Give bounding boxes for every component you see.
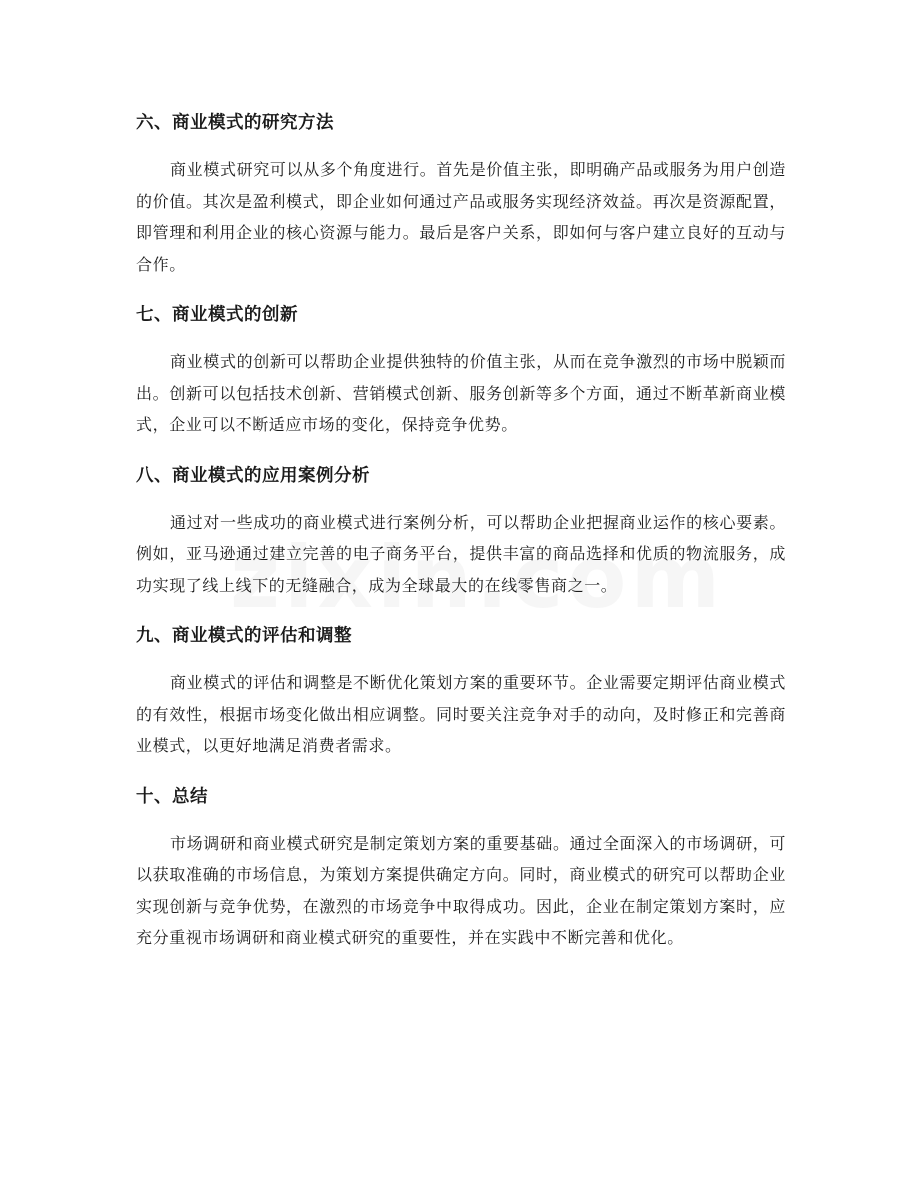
- section-paragraph: 通过对一些成功的商业模式进行案例分析，可以帮助企业把握商业运作的核心要素。例如，亚马逊通过建立完善的电子商务平台，提供丰富的商品选择和优质的物流服务，成功实现了线上线下的无缝融合，成为全球最大的在线零售商之一。: [136, 512, 786, 595]
- section-paragraph: 市场调研和商业模式研究是制定策划方案的重要基础。通过全面深入的市场调研，可以获取准确的市场信息，为策划方案提供确定方向。同时，商业模式的研究可以帮助企业实现创新与竞争优势，在激烈的市场竞争中取得成功。因此，企业在制定策划方案时，应充分重视市场调研和商业模式研究的重要性，并在实践中不断完善和优化。: [136, 833, 786, 947]
- section-heading: 九、商业模式的评估和调整: [136, 626, 352, 646]
- section-innovation: [136, 298, 786, 441]
- section-heading: 八、商业模式的应用案例分析: [136, 465, 370, 486]
- section-case-analysis: [136, 459, 786, 602]
- section-paragraph: 商业模式的评估和调整是不断优化策划方案的重要环节。企业需要定期评估商业模式的有效性，根据市场变化做出相应调整。同时要关注竞争对手的动向，及时修正和完善商业模式，以更好地满足消费者需求。: [136, 673, 786, 755]
- document-body: [136, 106, 786, 972]
- section-heading: 十、总结: [136, 786, 208, 807]
- section-research-methods: [136, 106, 786, 280]
- section-heading: 六、商业模式的研究方法: [136, 113, 334, 133]
- section-paragraph: 商业模式研究可以从多个角度进行。首先是价值主张，即明确产品或服务为用户创造的价值。其次是盈利模式，即企业如何通过产品或服务实现经济效益。再次是资源配置，即管理和利用企业的核心资源与能力。最后是客户关系，即如何与客户建立良好的互动与合作。: [136, 160, 786, 274]
- section-evaluation: [136, 619, 786, 762]
- section-paragraph: 商业模式的创新可以帮助企业提供独特的价值主张，从而在竞争激烈的市场中脱颖而出。创新可以包括技术创新、营销模式创新、服务创新等多个方面，通过不断革新商业模式，企业可以不断适应市场的变化，保持竞争优势。: [136, 352, 786, 434]
- section-summary: [136, 780, 786, 954]
- section-heading: 七、商业模式的创新: [136, 305, 298, 325]
